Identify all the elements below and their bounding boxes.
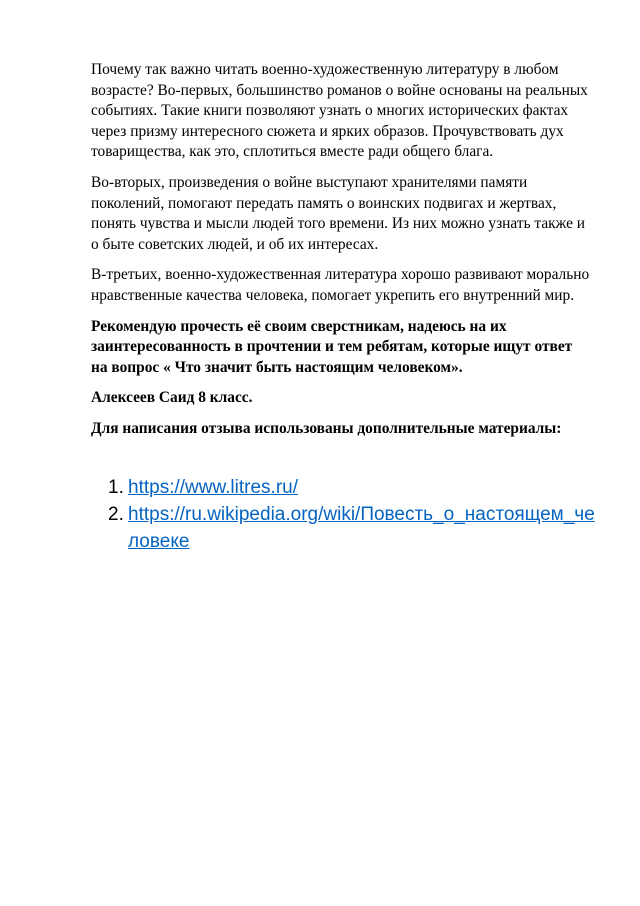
source-link-wikipedia[interactable]: https://ru.wikipedia.org/wiki/Повесть_о_настоящем_человеке (128, 504, 595, 552)
paragraph-second: Во-вторых, произведения о войне выступают хранителями памяти поколений, помогают передать память о воинских подвигах и жертвах, понять чувства и мысли людей того времени. Из них можно узнать также и о быте советских людей, и об их интересах. (91, 173, 586, 253)
list-number: 1. (108, 477, 124, 498)
sources-list (103, 474, 603, 555)
paragraph-third: В-третьих, военно-художественная литература хорошо развивают морально нравственные качества человека, помогает укрепить его внутренний мир. (91, 266, 590, 304)
sources-heading: Для написания отзыва использованы дополнительные материалы: (91, 419, 562, 437)
list-number: 2. (108, 504, 124, 525)
source-link-litres[interactable]: https://www.litres.ru/ (128, 477, 298, 498)
recommendation-paragraph: Рекомендую прочесть её своим сверстникам, надеюсь на их заинтересованность в прочтении и тем ребятам, которые ищут ответ на вопрос « Что значит быть настоящим человеком». (91, 317, 573, 376)
review-text (91, 60, 591, 450)
paragraph-why-read: Почему так важно читать военно-художественную литературу в любом возрасте? Во-первых, большинство романов о войне основаны на реальных событиях. Такие книги позволяют узнать о многих исторических фактах через призму интересного сюжета и ярких образов. Прочувствовать дух товарищества, как это, сплотиться вместе ради общего блага. (91, 61, 588, 161)
author-signature: Алексеев Саид 8 класс. (91, 389, 253, 407)
list-item (103, 474, 603, 501)
list-item (103, 501, 603, 555)
